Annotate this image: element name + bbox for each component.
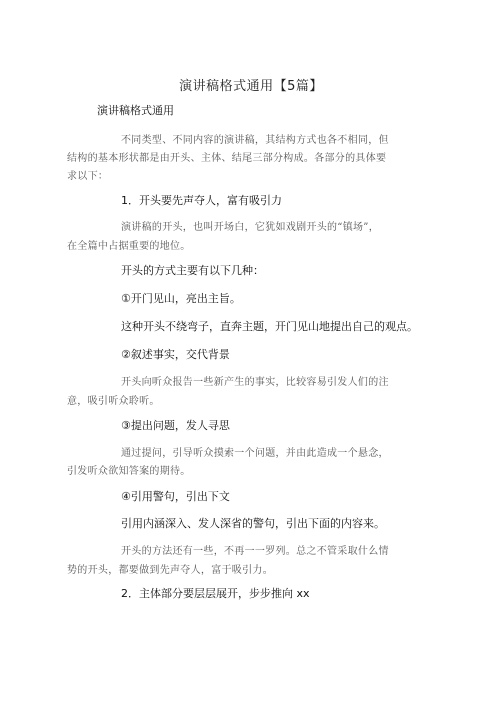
way-2-title: ②叙述事实，交代背景 [121, 348, 230, 361]
heading-1: 1．开头要先声夺人，富有吸引力 [121, 194, 282, 207]
way-3-description-line-1: 通过提问，引导听众摸索一个问题，并由此造成一个悬念， [121, 448, 389, 459]
closing-line-2: 势的开头，都要做到先声夺人，富于吸引力。 [67, 565, 273, 576]
way-2-description-line-1: 开头向听众报告一些新产生的事实，比较容易引发人们的注 [121, 377, 389, 388]
document-title: 演讲稿格式通用【5篇】 [179, 79, 323, 94]
paragraph-1-line-2: 在全篇中占据重要的地位。 [67, 241, 191, 252]
section-subtitle: 演讲稿格式通用 [97, 104, 174, 117]
paragraph-1-line-1: 演讲稿的开头，也叫开场白，它犹如戏剧开头的“镇场”， [121, 222, 380, 233]
closing-line-1: 开头的方法还有一些，不再一一罗列。总之不管采取什么情 [121, 546, 389, 557]
intro-line-3: 求以下： [67, 171, 109, 182]
intro-line-1: 不同类型、不同内容的演讲稿，其结构方式也各不相同，但 [121, 135, 389, 146]
way-2-description-line-2: 意，吸引听众聆听。 [67, 396, 160, 407]
intro-line-2: 结构的基本形状都是由开头、主体、结尾三部分构成。各部分的具体要 [67, 153, 387, 164]
way-4-description: 引用内涵深入、发人深省的警句，引出下面的内容来。 [121, 517, 385, 530]
way-4-title: ④引用警句，引出下文 [121, 490, 230, 503]
way-1-description: 这种开头不绕弯子，直奔主题，开门见山地提出自己的观点。 [121, 320, 418, 333]
way-3-description-line-2: 引发听众欲知答案的期待。 [67, 466, 191, 477]
ways-heading: 开头的方式主要有以下几种： [121, 264, 264, 277]
way-3-title: ③提出问题，发人寻思 [121, 419, 230, 432]
way-1-title: ①开门见山，亮出主旨。 [121, 292, 241, 305]
heading-2: 2．主体部分要层层展开，步步推向 xx [121, 587, 310, 600]
